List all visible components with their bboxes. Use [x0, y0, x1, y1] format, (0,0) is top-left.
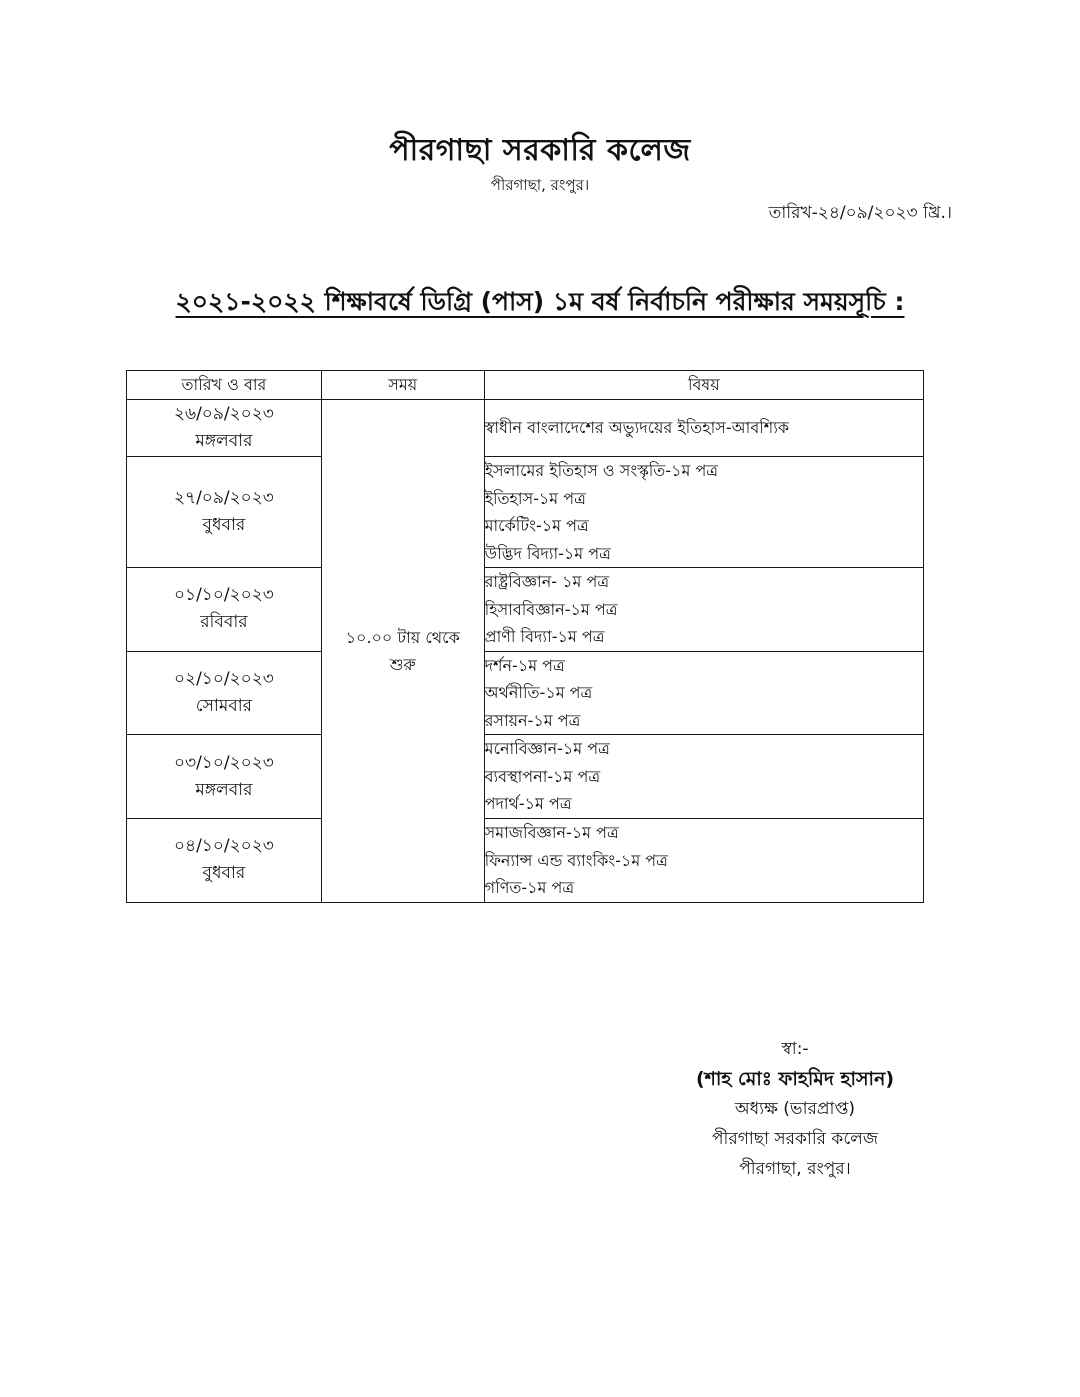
table-row	[127, 457, 924, 568]
signatory-institution: পীরগাছা সরকারি কলেজ	[711, 1129, 879, 1149]
date-cell	[127, 457, 322, 568]
column-header-date: তারিখ ও বার	[127, 371, 322, 400]
exam-date: ২৭/০৯/২০২৩	[173, 488, 274, 508]
exam-day: সোমবার	[195, 695, 253, 716]
subject-item: প্রাণী বিদ্যা-১ম পত্র	[484, 627, 605, 646]
subjects-cell	[484, 735, 923, 819]
college-address: পীরগাছা, রংপুর।	[490, 176, 590, 194]
exam-start-time: ১০.০০ টায় থেকে শুরু	[345, 627, 460, 674]
exam-date: ২৬/০৯/২০২৩	[173, 404, 274, 424]
date-cell	[127, 568, 322, 652]
date-cell	[127, 400, 322, 457]
subject-item: অর্থনীতি-১ম পত্র	[484, 683, 593, 702]
subjects-cell	[484, 651, 923, 735]
exam-date: ০৩/১০/২০২৩	[173, 752, 274, 773]
signature-block	[670, 1034, 920, 1184]
time-cell	[321, 400, 484, 903]
subject-item: রসায়ন-১ম পত্র	[484, 710, 581, 730]
exam-schedule-table	[126, 370, 924, 903]
subject-item: দর্শন-১ম পত্র	[484, 655, 565, 675]
table-row	[127, 735, 924, 819]
subject-item: স্বাধীন বাংলাদেশের অভ্যুদয়ের ইতিহাস-আবশ্যিক	[484, 418, 790, 438]
table-row	[127, 568, 924, 652]
exam-date: ০১/১০/২০২৩	[173, 585, 274, 606]
subjects-cell	[484, 457, 923, 568]
signatory-address: পীরগাছা, রংপুর।	[739, 1159, 851, 1179]
signatory-designation: অধ্যক্ষ (ভারপ্রাপ্ত)	[734, 1099, 856, 1119]
subjects-cell	[484, 568, 923, 652]
subject-item: রাষ্ট্রবিজ্ঞান- ১ম পত্র	[484, 572, 610, 591]
table-row	[127, 400, 924, 457]
subject-item: ইতিহাস-১ম পত্র	[484, 488, 586, 508]
date-cell	[127, 651, 322, 735]
subject-item: উদ্ভিদ বিদ্যা-১ম পত্র	[484, 543, 611, 563]
schedule-heading	[0, 282, 1080, 325]
exam-date: ০৪/১০/২০২৩	[173, 836, 274, 857]
signature-label: স্বা:-	[781, 1039, 809, 1059]
subject-item: ইসলামের ইতিহাস ও সংস্কৃতি-১ম পত্র	[484, 461, 719, 480]
exam-day: মঙ্গলবার	[195, 779, 253, 800]
subject-item: সমাজবিজ্ঞান-১ম পত্র	[484, 823, 619, 842]
subject-item: ফিন্যান্স এন্ড ব্যাংকিং-১ম পত্র	[484, 850, 668, 870]
subject-item: মনোবিজ্ঞান-১ম পত্র	[484, 739, 610, 759]
schedule-heading-text: ২০২১-২০২২ শিক্ষাবর্ষে ডিগ্রি (পাস) ১ম বর্ষ নির্বাচনি পরীক্ষার সময়সূচি :	[175, 287, 905, 316]
subject-item: গণিত-১ম পত্র	[484, 878, 575, 897]
exam-date: ০২/১০/২০২৩	[173, 668, 274, 689]
exam-day: মঙ্গলবার	[195, 431, 253, 451]
college-name: পীরগাছা সরকারি কলেজ	[389, 133, 691, 168]
signatory-name: (শাহ মোঃ ফাহমিদ হাসান)	[695, 1068, 895, 1090]
column-header-subject: বিষয়	[484, 371, 923, 400]
exam-day: রবিবার	[200, 612, 248, 633]
table-row	[127, 651, 924, 735]
subject-item: পদার্থ-১ম পত্র	[484, 794, 572, 814]
subject-item: হিসাববিজ্ঞান-১ম পত্র	[484, 599, 618, 619]
subject-item: ব্যবস্থাপনা-১ম পত্র	[484, 766, 601, 786]
subjects-cell	[484, 819, 923, 903]
table-header-row	[127, 371, 924, 400]
subject-item: মার্কেটিং-১ম পত্র	[484, 516, 589, 535]
date-cell	[127, 735, 322, 819]
exam-day: বুধবার	[202, 863, 246, 884]
exam-day: বুধবার	[202, 515, 246, 535]
date-cell	[127, 819, 322, 903]
document-date: তারিখ-২৪/০৯/২০২৩ খ্রি.।	[768, 203, 952, 223]
column-header-time: সময়	[321, 371, 484, 400]
subjects-cell	[484, 400, 923, 457]
table-row	[127, 819, 924, 903]
